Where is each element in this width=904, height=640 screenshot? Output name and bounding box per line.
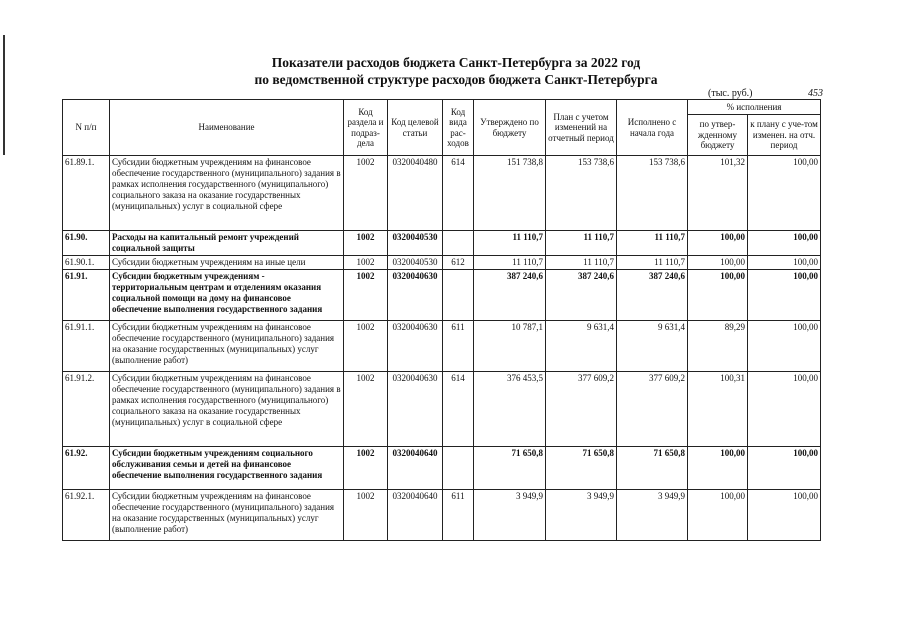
row-target-code: 0320040480 [388, 156, 443, 231]
page-edge-mark [3, 35, 5, 155]
row-exp-type-code: 612 [443, 256, 474, 270]
col-header-executed: Исполнено с начала года [617, 100, 688, 156]
row-name: Субсидии бюджетным учреждениям социального обслуживания семьи и детей на финансовое обеспечение выполнения государственного задания [110, 447, 344, 490]
row-pct-budget: 100,00 [688, 270, 748, 321]
row-target-code: 0320040630 [388, 372, 443, 447]
row-executed: 9 631,4 [617, 321, 688, 372]
row-exp-type-code: 611 [443, 490, 474, 541]
table-row [63, 321, 821, 372]
row-approved: 10 787,1 [474, 321, 546, 372]
row-exp-type-code [443, 231, 474, 256]
row-number: 61.92.1. [63, 490, 110, 541]
col-header-pct-budget: по утвер-жденному бюджету [688, 115, 748, 156]
row-section-code: 1002 [344, 321, 388, 372]
row-pct-plan: 100,00 [748, 231, 821, 256]
row-approved: 3 949,9 [474, 490, 546, 541]
row-name: Субсидии бюджетным учреждениям - территориальным центрам и отделениям оказания социальной помощи на дому на финансовое обеспечение выполнения государственного задания [110, 270, 344, 321]
col-header-pct-group: % исполнения [688, 100, 821, 115]
row-exp-type-code [443, 270, 474, 321]
table-row [63, 156, 821, 231]
row-target-code: 0320040630 [388, 270, 443, 321]
row-plan: 377 609,2 [546, 372, 617, 447]
document-subtitle: по ведомственной структуре расходов бюджета Санкт-Петербурга [254, 72, 658, 87]
row-pct-plan: 100,00 [748, 490, 821, 541]
col-header-exp-type: Код вида рас-ходов [443, 100, 474, 156]
row-pct-plan: 100,00 [748, 447, 821, 490]
row-number: 61.89.1. [63, 156, 110, 231]
document-title: Показатели расходов бюджета Санкт-Петербурга за 2022 год [271, 55, 641, 70]
table-row [63, 270, 821, 321]
row-executed: 153 738,6 [617, 156, 688, 231]
row-plan: 11 110,7 [546, 231, 617, 256]
row-exp-type-code [443, 447, 474, 490]
row-executed: 11 110,7 [617, 231, 688, 256]
col-header-name: Наименование [110, 100, 344, 156]
row-pct-budget: 100,00 [688, 490, 748, 541]
row-name: Субсидии бюджетным учреждениям на финансовое обеспечение государственного (муниципального) задания на оказание государственных (муниципальных) услуг (выполнение работ) [110, 321, 344, 372]
table-row [63, 447, 821, 490]
row-section-code: 1002 [344, 447, 388, 490]
row-number: 61.92. [63, 447, 110, 490]
row-approved: 387 240,6 [474, 270, 546, 321]
row-name: Расходы на капитальный ремонт учреждений социальной защиты [110, 231, 344, 256]
units-label: (тыс. руб.) [708, 88, 753, 99]
row-pct-plan: 100,00 [748, 270, 821, 321]
row-plan: 71 650,8 [546, 447, 617, 490]
row-section-code: 1002 [344, 156, 388, 231]
row-target-code: 0320040640 [388, 447, 443, 490]
row-target-code: 0320040530 [388, 231, 443, 256]
row-section-code: 1002 [344, 231, 388, 256]
row-pct-plan: 100,00 [748, 372, 821, 447]
row-section-code: 1002 [344, 270, 388, 321]
budget-table [62, 99, 821, 541]
table-row [63, 490, 821, 541]
row-approved: 376 453,5 [474, 372, 546, 447]
row-plan: 3 949,9 [546, 490, 617, 541]
row-section-code: 1002 [344, 490, 388, 541]
row-name: Субсидии бюджетным учреждениям на финансовое обеспечение государственного (муниципального) задания в рамках исполнения государственного (муниципального) социального заказа на оказание государственных (муниципальных) услуг в социальной сфере [110, 372, 344, 447]
col-header-approved: Утверждено по бюджету [474, 100, 546, 156]
row-approved: 151 738,8 [474, 156, 546, 231]
row-approved: 11 110,7 [474, 256, 546, 270]
row-plan: 11 110,7 [546, 256, 617, 270]
row-target-code: 0320040530 [388, 256, 443, 270]
row-section-code: 1002 [344, 256, 388, 270]
table-row [63, 231, 821, 256]
row-target-code: 0320040640 [388, 490, 443, 541]
table-row [63, 256, 821, 270]
row-plan: 387 240,6 [546, 270, 617, 321]
row-executed: 11 110,7 [617, 256, 688, 270]
row-plan: 9 631,4 [546, 321, 617, 372]
col-header-plan: План с учетом изменений на отчетный период [546, 100, 617, 156]
row-target-code: 0320040630 [388, 321, 443, 372]
page-number: 453 [808, 88, 823, 99]
row-pct-plan: 100,00 [748, 156, 821, 231]
row-exp-type-code: 614 [443, 372, 474, 447]
row-pct-budget: 89,29 [688, 321, 748, 372]
row-executed: 3 949,9 [617, 490, 688, 541]
row-pct-budget: 100,00 [688, 447, 748, 490]
row-pct-budget: 101,32 [688, 156, 748, 231]
row-name: Субсидии бюджетным учреждениям на финансовое обеспечение государственного (муниципального) задания на оказание государственных (муниципальных) услуг (выполнение работ) [110, 490, 344, 541]
row-executed: 377 609,2 [617, 372, 688, 447]
table-body [63, 156, 821, 541]
row-plan: 153 738,6 [546, 156, 617, 231]
row-pct-plan: 100,00 [748, 321, 821, 372]
row-executed: 71 650,8 [617, 447, 688, 490]
row-number: 61.90. [63, 231, 110, 256]
row-pct-budget: 100,00 [688, 231, 748, 256]
row-number: 61.91.1. [63, 321, 110, 372]
col-header-pct-plan: к плану с уче-том изменен. на отч. период [748, 115, 821, 156]
row-pct-plan: 100,00 [748, 256, 821, 270]
row-exp-type-code: 611 [443, 321, 474, 372]
row-name: Субсидии бюджетным учреждениям на финансовое обеспечение государственного (муниципального) задания в рамках исполнения государственного (муниципального) социального заказа на оказание государственных (муниципальных) услуг в социальной сфере [110, 156, 344, 231]
col-header-section: Код раздела и подраз-дела [344, 100, 388, 156]
row-section-code: 1002 [344, 372, 388, 447]
row-number: 61.91. [63, 270, 110, 321]
row-exp-type-code: 614 [443, 156, 474, 231]
row-number: 61.91.2. [63, 372, 110, 447]
row-executed: 387 240,6 [617, 270, 688, 321]
row-approved: 71 650,8 [474, 447, 546, 490]
row-number: 61.90.1. [63, 256, 110, 270]
col-header-num: N п/п [63, 100, 110, 156]
table-row [63, 372, 821, 447]
col-header-target: Код целевой статьи [388, 100, 443, 156]
row-approved: 11 110,7 [474, 231, 546, 256]
row-pct-budget: 100,31 [688, 372, 748, 447]
row-name: Субсидии бюджетным учреждениям на иные цели [110, 256, 344, 270]
row-pct-budget: 100,00 [688, 256, 748, 270]
